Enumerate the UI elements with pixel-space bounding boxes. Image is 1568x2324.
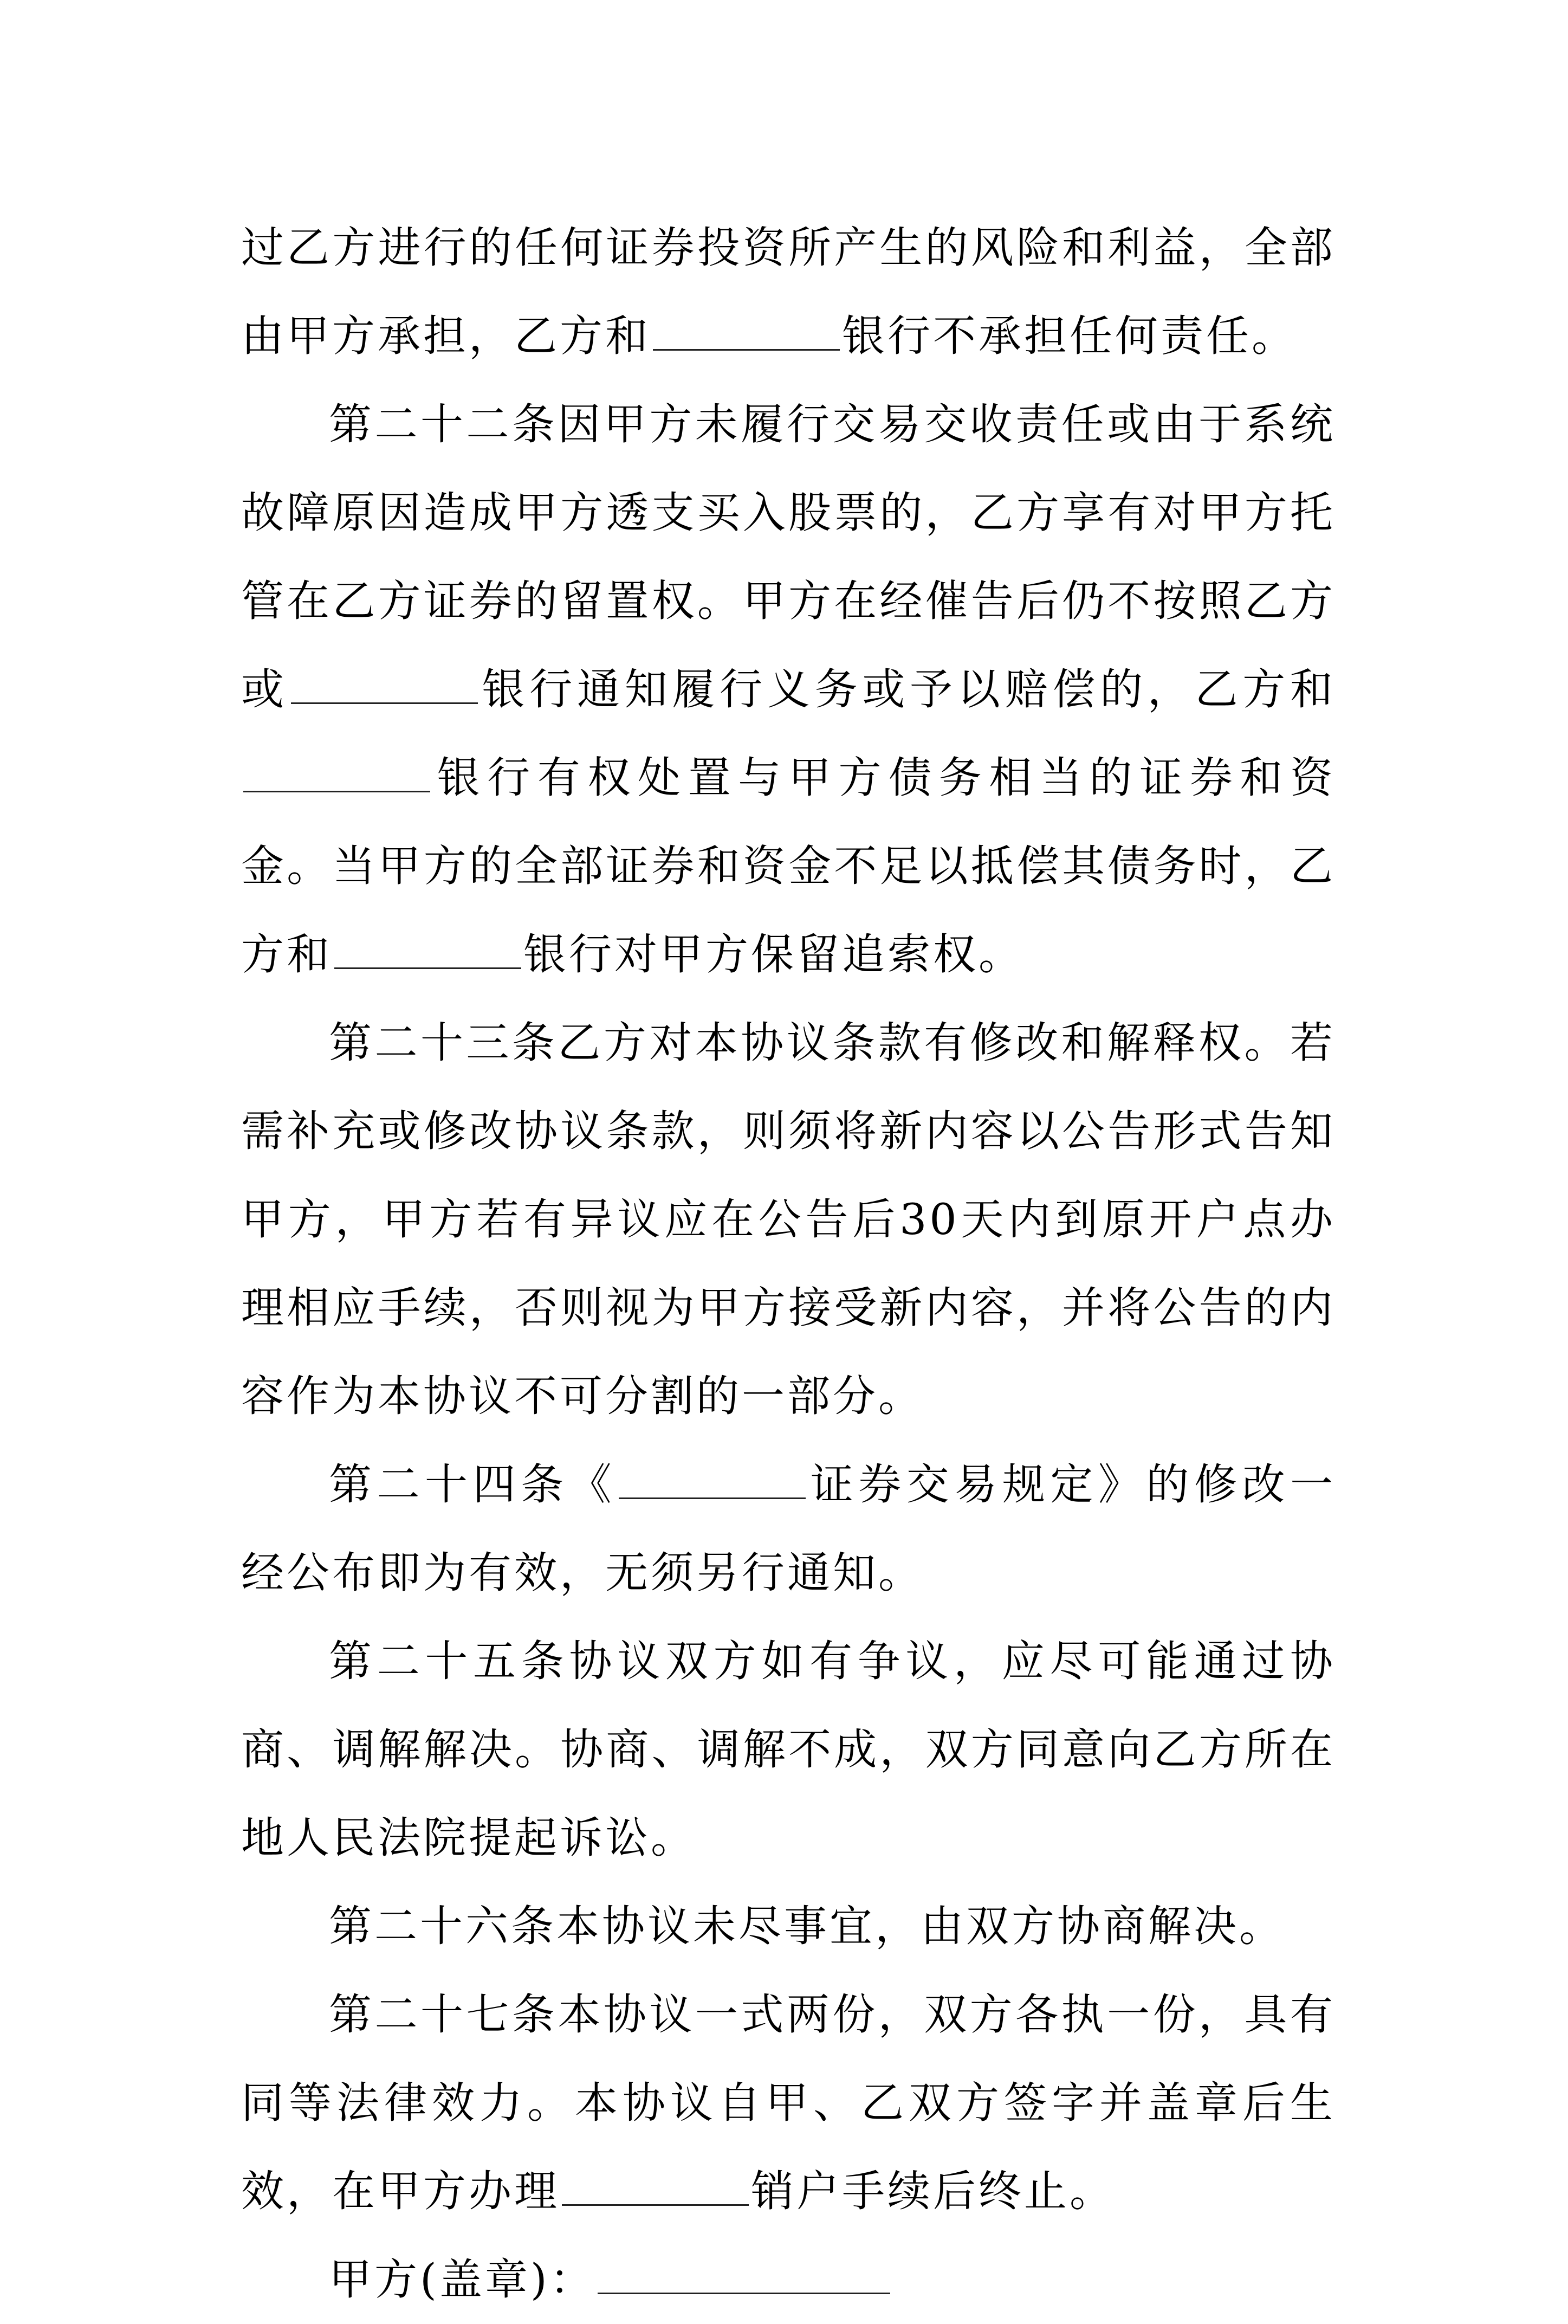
paragraph-text: 第二十三条乙方对本协议条款有修改和解释权。若需补充或修改协议条款，则须将新内容以公告形式告知甲方，甲方若有异议应在公告后30天内到原开户点办理相应手续，否则视为甲方接受新内容，并将公告的内容作为本协议不可分割的一部分。 (241, 1018, 1336, 1421)
paragraph (241, 1882, 1336, 1971)
paragraph-text: 销户手续后终止。 (751, 2166, 1115, 2216)
paragraph-text: 第二十七条本协议一式两份，双方各执一份，具有同等法律效力。本协议自甲、乙双方签字并盖章后生效，在甲方办理 (241, 1990, 1336, 2216)
paragraph-text: 第二十六条本协议未尽事宜，由双方协商解决。 (329, 1901, 1285, 1951)
fill-in-blank (598, 2255, 890, 2294)
document-body (241, 204, 1336, 2324)
paragraph (241, 1441, 1336, 1617)
fill-in-blank (291, 664, 478, 704)
paragraph (241, 999, 1336, 1441)
paragraph-text: 第二十五条协议双方如有争议，应尽可能通过协商、调解解决。协商、调解不成，双方同意向乙方所在地人民法院提起诉讼。 (241, 1636, 1336, 1863)
paragraph-text: 甲方(盖章)： (329, 2255, 595, 2304)
paragraph-text: 银行通知履行义务或予以赔偿的，乙方和 (480, 664, 1336, 714)
paragraph-text: 过乙方进行的任何证券投资所产生的风险和利益，全部由甲方承担，乙方和 (241, 223, 1336, 361)
paragraph-text: 银行对甲方保留追索权。 (523, 929, 1024, 979)
paragraph-text: 第二十二条因甲方未履行交易交收责任或由于系统故障原因造成甲方透支买入股票的，乙方享有对甲方托管在乙方证券的留置权。甲方在经催告后仍不按照乙方或 (241, 399, 1336, 714)
paragraph-text: 第二十四条《 (329, 1460, 617, 1509)
paragraph (241, 1971, 1336, 2236)
paragraph (241, 2236, 1336, 2324)
paragraph (241, 380, 1336, 999)
paragraph-text: 银行有权处置与甲方债务相当的证券和资金。当甲方的全部证券和资金不足以抵偿其债务时，乙方和 (241, 753, 1336, 979)
fill-in-blank (334, 929, 521, 969)
paragraph (241, 1617, 1336, 1882)
fill-in-blank (619, 1460, 806, 1499)
paragraph-text: 证券交易规定》的修改一经公布即为有效，无须另行通知。 (241, 1460, 1336, 1598)
fill-in-blank (243, 753, 430, 792)
paragraph-text: 银行不承担任何责任。 (842, 311, 1297, 361)
fill-in-blank (653, 311, 840, 351)
paragraph (241, 204, 1336, 380)
fill-in-blank (562, 2166, 749, 2206)
